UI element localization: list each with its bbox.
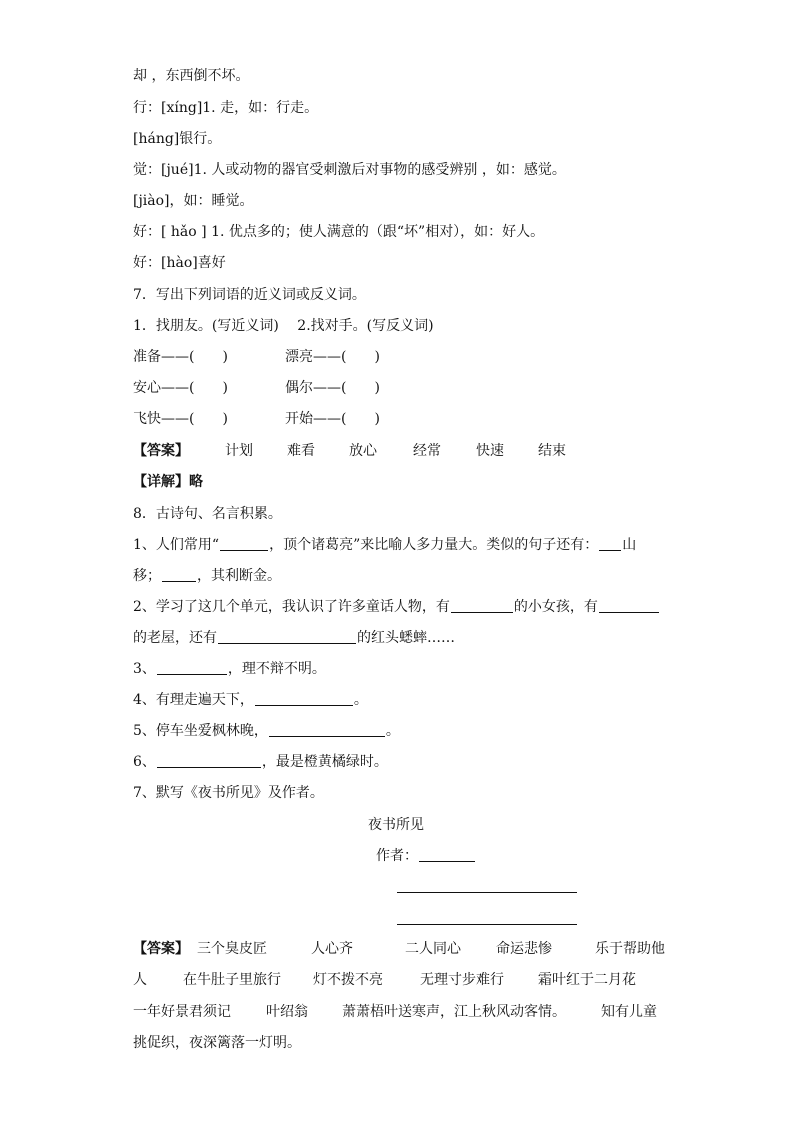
- answer-blank[interactable]: [451, 598, 513, 613]
- answer-item: 结束: [538, 443, 566, 459]
- definition-line: [jiào]，如：睡觉。: [133, 193, 254, 209]
- answer-item: 知有儿童: [601, 1004, 657, 1020]
- poem-author: [376, 846, 476, 866]
- answer-item: 叶绍翁: [266, 1004, 308, 1020]
- item-text: 3、: [133, 661, 156, 677]
- item-text: ，其利断金。: [197, 568, 281, 584]
- answer-item: 霜叶红于二月花: [538, 972, 636, 988]
- word-pair-right: 开始——( ): [285, 411, 380, 427]
- answer-item: 放心: [349, 443, 377, 459]
- definition-line: 却 ，东西倒不坏。: [133, 68, 250, 84]
- author-label: 作者：: [376, 848, 418, 864]
- answer-item: 人: [133, 972, 147, 988]
- answer-item: 快速: [476, 443, 504, 459]
- question-8-item-7: 7、默写《夜书所见》及作者。: [133, 785, 324, 801]
- word-pair-right: 漂亮——( ): [285, 349, 380, 365]
- question-7-subtitle: 1．找朋友。(写近义词) 2.找对手。(写反义词): [133, 318, 434, 334]
- question-7-title: 7．写出下列词语的近义词或反义词。: [133, 287, 366, 303]
- author-blank[interactable]: [419, 847, 475, 862]
- item-text: 。: [353, 692, 368, 708]
- answer-item: 一年好景君须记: [133, 1004, 231, 1020]
- answer-item: 乐于帮助他: [595, 941, 665, 957]
- poem-title: 夜书所见: [368, 817, 424, 833]
- answer-item: 计划: [225, 443, 253, 459]
- answer-item: 难看: [287, 443, 315, 459]
- answer-blank[interactable]: [157, 753, 261, 768]
- item-text: 山: [622, 537, 637, 553]
- answer-label: 【答案】: [133, 941, 189, 957]
- item-text: 的小女孩，有: [513, 599, 598, 615]
- answer-item: 三个臭皮匠: [197, 941, 267, 957]
- word-pair-left: 准备——( ): [133, 349, 228, 365]
- item-text: 1、人们常用“: [133, 537, 220, 553]
- question-8-item-2-cont: [133, 628, 455, 648]
- answer-item: 在牛肚子里旅行: [183, 972, 281, 988]
- item-text: ，最是橙黄橘绿时。: [261, 754, 388, 770]
- question-8-item-4: [133, 690, 368, 710]
- item-text: 6、: [133, 754, 156, 770]
- question-7-detail: 【详解】略: [133, 474, 203, 490]
- item-text: 的老屋，还有: [133, 630, 217, 646]
- question-8-answer-cont: 挑促织，夜深篱落一灯明。: [133, 1035, 301, 1051]
- answer-blank[interactable]: [162, 567, 196, 582]
- word-pair-right: 偶尔——( ): [285, 380, 380, 396]
- definition-line: 好：[ hǎo ] 1. 优点多的；使人满意的（跟“坏”相对），如：好人。: [133, 224, 545, 240]
- question-8-item-1-cont: [133, 566, 281, 586]
- answer-blank[interactable]: [269, 722, 385, 737]
- answer-item: 无理寸步难行: [420, 972, 504, 988]
- item-text: ，理不辩不明。: [227, 661, 326, 677]
- answer-blank[interactable]: [220, 536, 268, 551]
- word-pair-left: 飞快——( ): [133, 411, 228, 427]
- definition-line: 好：[hào]喜好: [133, 255, 226, 271]
- poem-line-blank[interactable]: [397, 892, 577, 893]
- question-8-title: 8．古诗句、名言积累。: [133, 506, 282, 522]
- answer-item: 人心齐: [311, 941, 353, 957]
- answer-item: 萧萧梧叶送寒声，江上秋风动客情。: [342, 1004, 566, 1020]
- item-text: 。: [385, 723, 400, 739]
- item-text: 移；: [133, 568, 161, 584]
- definition-line: 觉：[jué]1. 人或动物的器官受刺激后对事物的感受辨别 ，如：感觉。: [133, 162, 566, 178]
- item-text: 5、停车坐爱枫林晚，: [133, 723, 268, 739]
- answer-item: 灯不拨不亮: [313, 972, 383, 988]
- item-text: 2、学习了这几个单元，我认识了许多童话人物，有: [133, 599, 450, 615]
- answer-item: 命运悲惨: [496, 941, 552, 957]
- answer-blank[interactable]: [218, 629, 356, 644]
- answer-blank[interactable]: [157, 660, 227, 675]
- question-8-item-5: [133, 721, 400, 741]
- poem-line-blank[interactable]: [397, 924, 577, 925]
- answer-blank[interactable]: [255, 691, 353, 706]
- answer-label: 【答案】: [133, 443, 189, 459]
- answer-blank[interactable]: [599, 536, 621, 551]
- item-text: 4、有理走遍天下，: [133, 692, 254, 708]
- question-8-item-1: [133, 535, 636, 555]
- item-text: 的红头蟋蟀……: [357, 630, 455, 646]
- question-8-item-6: [133, 752, 388, 772]
- question-8-item-2: [133, 597, 660, 617]
- answer-item: 二人同心: [405, 941, 461, 957]
- definition-line: 行：[xíng]1. 走，如：行走。: [133, 100, 319, 116]
- answer-blank[interactable]: [599, 598, 659, 613]
- answer-item: 经常: [413, 443, 441, 459]
- item-text: ，顶个诸葛亮”来比喻人多力量大。类似的句子还有：: [269, 537, 599, 553]
- question-8-item-3: [133, 659, 326, 679]
- definition-line: [háng]银行。: [133, 131, 222, 147]
- word-pair-left: 安心——( ): [133, 380, 228, 396]
